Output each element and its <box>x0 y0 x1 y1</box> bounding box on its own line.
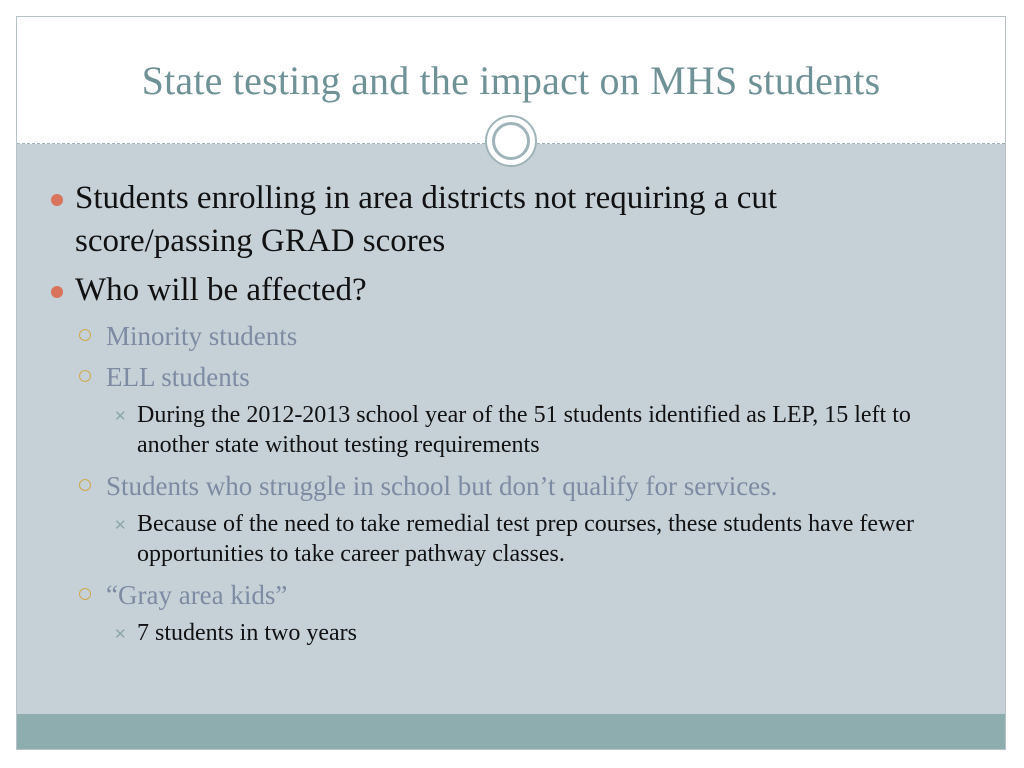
sub-sub-bullet-item <box>114 618 965 648</box>
sub-sub-bullet-item <box>114 400 965 460</box>
sub-bullet-item <box>106 468 965 504</box>
sub-bullet-text: Students who struggle in school but don’t qualify for services. <box>106 471 778 501</box>
title-divider-inner-ring <box>492 122 530 160</box>
sub-bullet-item <box>106 359 965 395</box>
title-divider-ring-icon <box>485 115 537 167</box>
sub-sub-bullet-text: During the 2012-2013 school year of the 51 students identified as LEP, 15 left to another state without testing requirements <box>137 402 911 458</box>
hollow-circle-bullet-icon <box>79 479 91 491</box>
sub-sub-bullet-text: 7 students in two years <box>137 620 357 646</box>
filled-circle-bullet-icon <box>51 194 63 206</box>
slide-footer-bar <box>17 714 1005 749</box>
sub-bullet-item <box>106 577 965 613</box>
slide-title: State testing and the impact on MHS students <box>141 58 881 103</box>
hollow-circle-bullet-icon <box>79 588 91 600</box>
x-mark-bullet-icon: ✕ <box>114 625 127 643</box>
hollow-circle-bullet-icon <box>79 329 91 341</box>
x-mark-bullet-icon: ✕ <box>114 407 127 425</box>
bullet-item <box>75 269 945 312</box>
bullet-text: Students enrolling in area districts not requiring a cut score/passing GRAD scores <box>75 180 778 259</box>
x-mark-bullet-icon: ✕ <box>114 516 127 534</box>
sub-sub-bullet-text: Because of the need to take remedial test prep courses, these students have fewer opportunities to take career pathway classes. <box>137 511 915 567</box>
slide-content <box>17 177 1005 656</box>
sub-bullet-item <box>106 318 965 354</box>
sub-sub-bullet-item <box>114 509 965 569</box>
slide <box>16 16 1006 750</box>
filled-circle-bullet-icon <box>51 286 63 298</box>
bullet-item <box>75 177 945 263</box>
bullet-text: Who will be affected? <box>75 272 367 308</box>
hollow-circle-bullet-icon <box>79 370 91 382</box>
sub-bullet-text: “Gray area kids” <box>106 580 288 610</box>
sub-bullet-text: Minority students <box>106 321 298 351</box>
sub-bullet-text: ELL students <box>106 362 250 392</box>
